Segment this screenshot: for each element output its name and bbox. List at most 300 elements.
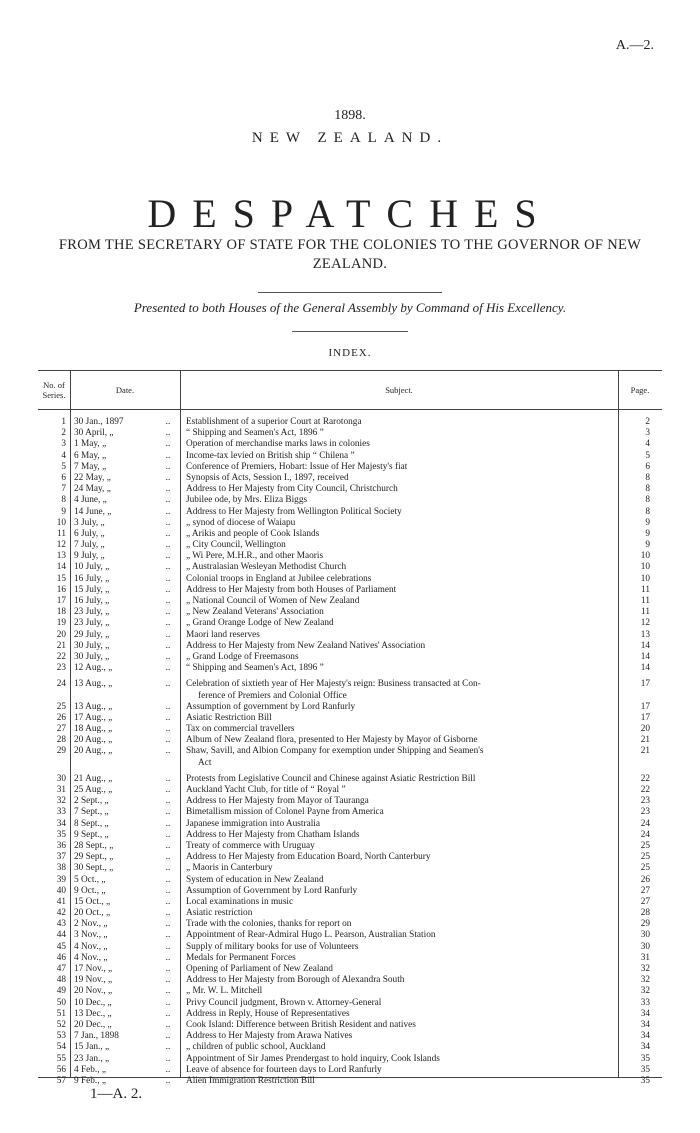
page-number: 29 — [640, 919, 650, 930]
leader-dots: .. — [165, 941, 171, 952]
despatch-subject — [186, 562, 614, 573]
leader-dots: .. — [165, 975, 171, 986]
series-number: 55 — [56, 1053, 66, 1064]
page-number: 8 — [645, 506, 650, 517]
subject-text: Tax on commercial travellers — [186, 724, 295, 735]
series-number: 9 — [61, 506, 66, 517]
table-row — [38, 439, 662, 450]
leader-dots: .. — [165, 528, 171, 539]
series-number: 6 — [61, 472, 66, 483]
series-number: 7 — [61, 484, 66, 495]
subject-text: Auckland Yacht Club, for title of “ Royal ” — [186, 785, 346, 796]
series-number: 44 — [56, 930, 66, 941]
subject-text: Synopsis of Acts, Session I., 1897, received — [186, 472, 349, 483]
leader-dots: .. — [165, 679, 171, 690]
despatch-date: 5 Oct., „ — [74, 874, 106, 885]
despatch-subject — [186, 964, 614, 975]
table-row — [38, 630, 662, 641]
page-number: 10 — [640, 551, 650, 562]
leader-dots: .. — [165, 1075, 171, 1086]
table-row — [38, 930, 662, 941]
page-number: 23 — [640, 796, 650, 807]
despatch-date: 22 May, „ — [74, 472, 111, 483]
leader-dots: .. — [165, 1031, 171, 1042]
despatch-date: 20 Aug., „ — [74, 735, 113, 746]
despatch-date: 4 Feb., „ — [74, 1064, 107, 1075]
leader-dots: .. — [165, 735, 171, 746]
despatch-subject — [186, 473, 614, 484]
despatch-subject — [186, 439, 614, 450]
page-number: 35 — [640, 1053, 650, 1064]
despatch-date: 30 Sept., „ — [74, 863, 114, 874]
series-number: 50 — [56, 997, 66, 1008]
despatch-subject — [186, 897, 614, 908]
subject-text: Asiatic Restriction Bill — [186, 712, 272, 723]
despatch-subject — [186, 641, 614, 652]
despatch-date: 23 July, „ — [74, 618, 110, 629]
despatch-date: 16 July, „ — [74, 596, 110, 606]
page-number: 26 — [640, 874, 650, 885]
leader-dots: .. — [165, 701, 171, 712]
page-number: 25 — [640, 863, 650, 874]
presented-line: Presented to both Houses of the General Assembly by Command of His Excellency. — [133, 300, 567, 315]
leader-dots: .. — [165, 796, 171, 807]
page-number: 5 — [645, 450, 650, 461]
despatch-subject — [186, 886, 614, 897]
leader-dots: .. — [165, 874, 171, 885]
subject-text: „ Maoris in Canterbury — [186, 863, 273, 874]
leader-dots: .. — [165, 495, 171, 506]
series-number: 13 — [56, 551, 66, 562]
subject-text: Establishment of a superior Court at Rarotonga — [186, 417, 362, 427]
despatch-subject — [186, 830, 614, 841]
series-number: 28 — [56, 735, 66, 746]
despatch-date: 17 Nov., „ — [74, 964, 113, 975]
leader-dots: .. — [165, 1064, 171, 1075]
subject-text: “ Shipping and Seamen's Act, 1896 ” — [186, 663, 324, 674]
despatch-subject — [186, 551, 614, 562]
table-row — [38, 796, 662, 807]
page-number: 12 — [640, 618, 650, 629]
divider — [292, 331, 408, 332]
despatch-date: 23 July, „ — [74, 607, 110, 618]
table-row — [38, 641, 662, 652]
despatch-date: 9 July, „ — [74, 551, 105, 562]
despatch-subject — [186, 540, 614, 551]
leader-dots: .. — [165, 640, 171, 651]
despatch-subject — [186, 1009, 614, 1020]
despatch-subject — [186, 663, 614, 674]
page-number: 17 — [640, 712, 650, 723]
subject-text: Appointment of Rear-Admiral Hugo L. Pearson, Australian Station — [186, 930, 436, 941]
table-row — [38, 886, 662, 897]
series-number: 4 — [61, 450, 66, 461]
despatch-subject — [186, 908, 614, 919]
series-number: 29 — [56, 746, 66, 757]
subject-text: Shaw, Savill, and Albion Company for exemption under Shipping and Seamen's — [186, 746, 484, 757]
despatch-date: 3 Nov., „ — [74, 930, 108, 941]
table-row — [38, 942, 662, 953]
leader-dots: .. — [165, 506, 171, 517]
despatch-date: 30 July, „ — [74, 640, 110, 651]
series-number: 24 — [56, 679, 66, 690]
table-row — [38, 529, 662, 540]
leader-dots: .. — [165, 964, 171, 975]
subject-text: Supply of military books for use of Volunteers — [186, 941, 359, 952]
despatch-date: 12 Aug., „ — [74, 663, 113, 674]
despatch-subject — [186, 785, 614, 796]
leader-dots: .. — [165, 584, 171, 595]
table-row — [38, 807, 662, 818]
table-row — [38, 986, 662, 997]
series-number: 36 — [56, 840, 66, 851]
table-row — [38, 679, 662, 701]
series-number: 33 — [56, 807, 66, 818]
despatch-date: 14 June, „ — [74, 506, 112, 517]
subject-text: Conference of Premiers, Hobart: Issue of Her Majesty's fiat — [186, 461, 408, 472]
subject-text: Address to Her Majesty from Arawa Natives — [186, 1031, 353, 1042]
leader-dots: .. — [165, 930, 171, 941]
table-row — [38, 1065, 662, 1076]
despatch-date: 17 Aug., „ — [74, 712, 113, 723]
table-row — [38, 663, 662, 674]
series-number: 40 — [56, 885, 66, 896]
table-row — [38, 551, 662, 562]
leader-dots: .. — [165, 484, 171, 495]
page-number: 32 — [640, 986, 650, 997]
table-row — [38, 1009, 662, 1020]
subject-text: „ Arikis and people of Cook Islands — [186, 528, 320, 539]
series-number: 49 — [56, 986, 66, 997]
leader-dots: .. — [165, 986, 171, 997]
leader-dots: .. — [165, 818, 171, 829]
document-year: 1898. — [334, 108, 366, 123]
series-number: 47 — [56, 964, 66, 975]
subject-text: Address to Her Majesty from City Council, Christchurch — [186, 484, 398, 495]
table-row — [38, 574, 662, 585]
page-number: 9 — [645, 540, 650, 551]
leader-dots: .. — [165, 807, 171, 818]
despatch-date: 20 Aug., „ — [74, 746, 113, 757]
despatch-subject — [186, 953, 614, 964]
despatch-date: 23 Jan., „ — [74, 1053, 110, 1064]
despatch-date: 28 Sept., „ — [74, 840, 114, 851]
series-number: 38 — [56, 863, 66, 874]
table-row — [38, 607, 662, 618]
document-reference: A.—2. — [615, 38, 654, 53]
despatch-date: 24 May, „ — [74, 484, 111, 495]
subject-text: „ New Zealand Veterans' Association — [186, 607, 324, 618]
leader-dots: .. — [165, 551, 171, 562]
leader-dots: .. — [165, 562, 171, 573]
leader-dots: .. — [165, 596, 171, 606]
subject-text: Alien Immigration Restriction Bill — [186, 1075, 315, 1086]
despatch-subject — [186, 529, 614, 540]
leader-dots: .. — [165, 863, 171, 874]
page-number: 3 — [645, 428, 650, 439]
subject-text: Income-tax levied on British ship “ Chilena ” — [186, 450, 355, 461]
table-row — [38, 618, 662, 629]
leader-dots: .. — [165, 573, 171, 584]
table-row — [38, 596, 662, 607]
series-number: 19 — [56, 618, 66, 629]
series-number: 27 — [56, 724, 66, 735]
leader-dots: .. — [165, 773, 171, 784]
despatch-date: 9 Sept., „ — [74, 829, 109, 840]
despatch-subject — [186, 702, 614, 713]
page-number: 25 — [640, 840, 650, 851]
table-row — [38, 462, 662, 473]
leader-dots: .. — [165, 618, 171, 629]
table-row — [38, 830, 662, 841]
subject-text: „ Mr. W. L. Mitchell — [186, 986, 263, 997]
series-number: 25 — [56, 701, 66, 712]
series-number: 18 — [56, 607, 66, 618]
despatch-subject — [186, 495, 614, 506]
header-divider — [38, 409, 662, 410]
subject-text: Treaty of commerce with Uruguay — [186, 840, 315, 851]
despatch-date: 15 July, „ — [74, 584, 110, 595]
table-row — [38, 518, 662, 529]
despatch-date: 18 Aug., „ — [74, 724, 113, 735]
despatch-date: 13 Aug., „ — [74, 701, 113, 712]
table-row — [38, 702, 662, 713]
series-number: 14 — [56, 562, 66, 573]
page-number: 10 — [640, 562, 650, 573]
leader-dots: .. — [165, 663, 171, 674]
despatch-date: 7 May, „ — [74, 461, 107, 472]
series-number: 16 — [56, 584, 66, 595]
page-number: 8 — [645, 472, 650, 483]
leader-dots: .. — [165, 1053, 171, 1064]
page-number: 24 — [640, 829, 650, 840]
despatch-date: 20 Dec., „ — [74, 1019, 112, 1030]
despatch-subject — [186, 630, 614, 641]
despatch-subject — [186, 841, 614, 852]
subject-text: Maori land reserves — [186, 629, 260, 640]
page-number: 23 — [640, 807, 650, 818]
despatch-date: 10 July, „ — [74, 562, 110, 573]
despatch-date: 15 Jan., „ — [74, 1042, 110, 1053]
leader-dots: .. — [165, 896, 171, 907]
series-number: 42 — [56, 908, 66, 919]
page-number: 25 — [640, 852, 650, 863]
table-row — [38, 908, 662, 919]
page-number: 20 — [640, 724, 650, 735]
page-number: 17 — [640, 679, 650, 690]
despatch-subject — [186, 585, 614, 596]
subject-text: Album of New Zealand flora, presented to Her Majesty by Mayor of Gisborne — [186, 735, 478, 746]
series-number: 34 — [56, 818, 66, 829]
series-number: 30 — [56, 773, 66, 784]
footer-reference: 1—A. 2. — [90, 1086, 143, 1102]
subject-text: „ synod of diocese of Waiapu — [186, 517, 296, 528]
subject-text: Appointment of Sir James Prendergast to hold inquiry, Cook Islands — [186, 1053, 440, 1064]
leader-dots: .. — [165, 1008, 171, 1019]
despatch-subject — [186, 618, 614, 629]
despatch-date: 30 April, „ — [74, 428, 114, 439]
subject-text: Jubilee ode, by Mrs. Eliza Biggs — [186, 495, 308, 506]
table-row — [38, 562, 662, 573]
subject-text: Protests from Legislative Council and Chinese against Asiatic Restriction Bill — [186, 773, 476, 784]
subject-text: „ City Council, Wellington — [186, 540, 286, 551]
table-row — [38, 428, 662, 439]
subject-text: Address to Her Majesty from both Houses of Parliament — [186, 584, 397, 595]
series-number: 1 — [61, 417, 66, 427]
despatch-subject — [186, 679, 614, 701]
despatch-date: 10 Dec., „ — [74, 997, 112, 1008]
despatch-subject — [186, 852, 614, 863]
subject-text: Assumption of Government by Lord Ranfurly — [186, 885, 358, 896]
page-subtitle: FROM THE SECRETARY OF STATE FOR THE COLONIES TO THE GOVERNOR OF NEW ZEALAND. — [58, 237, 642, 272]
leader-dots: .. — [165, 461, 171, 472]
series-number: 20 — [56, 629, 66, 640]
despatch-date: 20 Oct., „ — [74, 908, 111, 919]
page-number: 34 — [640, 1031, 650, 1042]
subject-text: Medals for Permanent Forces — [186, 952, 296, 963]
despatch-subject — [186, 746, 614, 768]
page-number: 35 — [640, 1075, 650, 1086]
subject-text: „ Australasian Wesleyan Methodist Church — [186, 562, 347, 573]
despatch-date: 15 Oct., „ — [74, 896, 111, 907]
leader-dots: .. — [165, 952, 171, 963]
despatch-subject — [186, 724, 614, 735]
despatch-date: 6 July, „ — [74, 528, 105, 539]
leader-dots: .. — [165, 450, 171, 461]
series-number: 54 — [56, 1042, 66, 1053]
leader-dots: .. — [165, 885, 171, 896]
subject-text: „ Grand Lodge of Freemasons — [186, 651, 299, 662]
subject-text: Operation of merchandise marks laws in colonies — [186, 439, 370, 450]
table-row — [38, 451, 662, 462]
page-number: 33 — [640, 997, 650, 1008]
despatch-subject — [186, 713, 614, 724]
despatch-subject — [186, 863, 614, 874]
leader-dots: .. — [165, 472, 171, 483]
leader-dots: .. — [165, 908, 171, 919]
despatch-date: 4 June, „ — [74, 495, 107, 506]
page-number: 22 — [640, 773, 650, 784]
column-header-no: No. of Series. — [42, 380, 66, 400]
page-number: 34 — [640, 1019, 650, 1030]
leader-dots: .. — [165, 607, 171, 618]
despatch-date: 3 July, „ — [74, 517, 105, 528]
series-number: 17 — [56, 596, 66, 606]
subject-continuation: Act — [198, 757, 212, 768]
page-number: 14 — [640, 640, 650, 651]
series-number: 15 — [56, 573, 66, 584]
despatch-date: 30 Jan., 1897 — [74, 417, 124, 427]
despatch-subject — [186, 919, 614, 930]
page-number: 8 — [645, 495, 650, 506]
page-number: 28 — [640, 908, 650, 919]
leader-dots: .. — [165, 840, 171, 851]
page-number: 32 — [640, 975, 650, 986]
leader-dots: .. — [165, 540, 171, 551]
table-row — [38, 785, 662, 796]
despatch-date: 29 Sept., „ — [74, 852, 114, 863]
subject-text: Address to Her Majesty from Mayor of Tauranga — [186, 796, 369, 807]
leader-dots: .. — [165, 1019, 171, 1030]
despatch-date: 4 Nov., „ — [74, 952, 108, 963]
despatch-subject — [186, 607, 614, 618]
series-number: 43 — [56, 919, 66, 930]
despatch-subject — [186, 930, 614, 941]
page-number: 34 — [640, 1042, 650, 1053]
table-row — [38, 735, 662, 746]
subject-text: Asiatic restriction — [186, 908, 253, 919]
table-row — [38, 1042, 662, 1053]
index-table — [38, 370, 662, 1086]
page-number: 34 — [640, 1008, 650, 1019]
series-number: 22 — [56, 651, 66, 662]
subject-text: „ Wi Pere, M.H.R., and other Maoris — [186, 551, 324, 562]
subject-text: Bimetallism mission of Colonel Payne from America — [186, 807, 384, 818]
leader-dots: .. — [165, 852, 171, 863]
table-row — [38, 417, 662, 428]
table-row — [38, 774, 662, 785]
despatch-subject — [186, 428, 614, 439]
table-row — [38, 819, 662, 830]
series-number: 57 — [56, 1075, 66, 1086]
despatch-subject — [186, 451, 614, 462]
table-row — [38, 863, 662, 874]
subject-text: Celebration of sixtieth year of Her Majesty's reign: Business transacted at Con- — [186, 679, 481, 690]
index-heading: INDEX. — [328, 347, 372, 359]
despatch-date: 7 Sept., „ — [74, 807, 109, 818]
table-row — [38, 652, 662, 663]
series-number: 48 — [56, 975, 66, 986]
despatch-date: 29 July, „ — [74, 629, 110, 640]
page-number: 10 — [640, 573, 650, 584]
despatch-subject — [186, 417, 614, 428]
series-number: 53 — [56, 1031, 66, 1042]
page-number: 11 — [641, 584, 650, 595]
page-number: 2 — [645, 417, 650, 427]
table-row — [38, 953, 662, 964]
despatch-subject — [186, 998, 614, 1009]
leader-dots: .. — [165, 517, 171, 528]
table-row — [38, 964, 662, 975]
leader-dots: .. — [165, 829, 171, 840]
subject-continuation: ference of Premiers and Colonial Office — [198, 690, 347, 701]
table-row — [38, 495, 662, 506]
page-number: 17 — [640, 701, 650, 712]
despatch-date: 13 Dec., „ — [74, 1008, 112, 1019]
despatch-subject — [186, 796, 614, 807]
table-row — [38, 724, 662, 735]
column-header-date: Date. — [115, 385, 135, 395]
series-number: 46 — [56, 952, 66, 963]
leader-dots: .. — [165, 746, 171, 757]
subject-text: „ children of public school, Auckland — [186, 1042, 326, 1053]
despatch-date: 4 Nov., „ — [74, 941, 108, 952]
despatch-date: 6 May, „ — [74, 450, 107, 461]
table-row — [38, 746, 662, 768]
despatch-date: 13 Aug., „ — [74, 679, 113, 690]
leader-dots: .. — [165, 785, 171, 796]
page-number: 31 — [640, 952, 650, 963]
despatch-subject — [186, 807, 614, 818]
table-row — [38, 875, 662, 886]
despatch-subject — [186, 507, 614, 518]
series-number: 32 — [56, 796, 66, 807]
page-number: 8 — [645, 484, 650, 495]
leader-dots: .. — [165, 997, 171, 1008]
page-number: 32 — [640, 964, 650, 975]
page-number: 21 — [640, 746, 650, 757]
leader-dots: .. — [165, 651, 171, 662]
